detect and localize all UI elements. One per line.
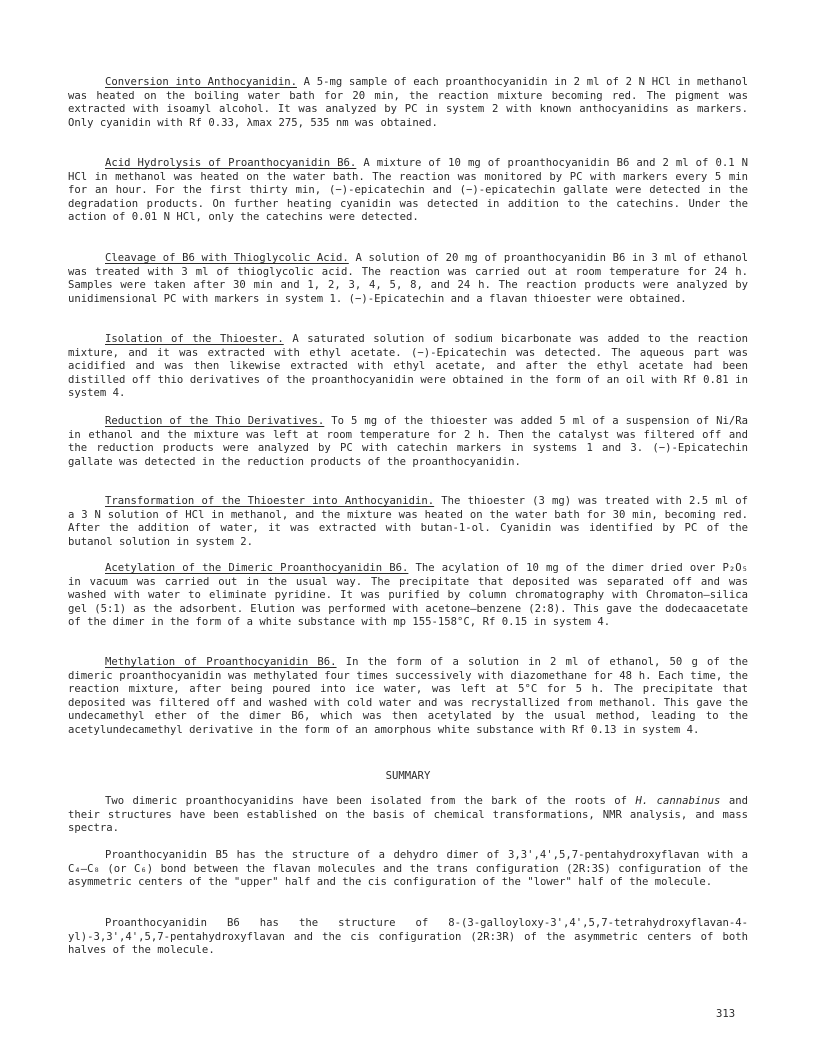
paragraph-acid-hydrolysis xyxy=(68,157,748,225)
summary-text: Two dimeric proanthocyanidins have been isolated from the bark of the roots of xyxy=(105,795,628,807)
summary-text: and their structures have been established on the basis of chemical transformations, NMR analysis, and mass spectra. xyxy=(68,795,749,834)
paragraph-text: To 5 mg of the thioester was added 5 ml of a suspension of Ni/Ra in ethanol and the mixture was left at room temperature for 2 h. Then the catalyst was filtered off and the reduction products were analyzed by PC with catechin markers in systems 1 and 3. (−)-Epicatechin gallate was detected in the reduction products of the proanthocyanidin. xyxy=(68,415,748,468)
paragraph-reduction-thio-derivatives xyxy=(68,415,748,469)
section-heading: Acetylation of the Dimeric Proanthocyanidin B6. xyxy=(105,562,409,574)
summary-paragraph-2 xyxy=(68,849,748,890)
paragraph-text: A 5-mg sample of each proanthocyanidin in 2 ml of 2 N HCl in methanol was heated on the boiling water bath for 20 min, the reaction mixture becoming red. The pigment was extracted with isoamyl alcohol. It was analyzed by PC in system 2 with known anthocyanidins as markers. Only cyanidin with Rf 0.33, λmax 275, 535 nm was obtained. xyxy=(68,76,748,129)
section-heading: Isolation of the Thioester. xyxy=(105,333,284,345)
paragraph-methylation xyxy=(68,656,748,737)
page-number: 313 xyxy=(716,1008,736,1020)
summary-paragraph-3 xyxy=(68,917,748,958)
paragraph-conversion-into-anthocyanidin xyxy=(68,76,748,130)
paragraph-text: A saturated solution of sodium bicarbonate was added to the reaction mixture, and it was extracted with ethyl acetate. (−)-Epicatechin was detected. The aqueous part was acidified and was then likewise extracted with ethyl acetate, and after the ethyl acetate had been distilled off thio derivatives of the proanthocyanidin were obtained in the form of an oil with Rf 0.81 in system 4. xyxy=(68,333,748,399)
paragraph-transformation-thioester xyxy=(68,495,748,549)
section-heading: Conversion into Anthocyanidin. xyxy=(105,76,297,88)
paragraph-cleavage-thioglycolic xyxy=(68,252,748,306)
summary-heading: SUMMARY xyxy=(385,770,431,782)
paragraph-text: A mixture of 10 mg of proanthocyanidin B6 and 2 ml of 0.1 N HCl in methanol was heated on the water bath. The reaction was monitored by PC with markers every 5 min for an hour. For the first thirty min, (−)-epicatechin and (−)-epicatechin gallate were detected in the degradation products. On further heating cyanidin was detected in addition to the catechins. Under the action of 0.01 N HCl, only the catechins were detected. xyxy=(68,157,748,223)
paragraph-text: The acylation of 10 mg of the dimer dried over P₂O₅ in vacuum was carried out in the usual way. The precipitate that deposited was separated off and was washed with water to eliminate pyridine. It was purified by column chromatography with Chromaton–silica gel (5:1) as the adsorbent. Elution was performed with acetone–benzene (2:8). This gave the dodecaacetate of the dimer in the form of a white substance with mp 155-158°C, Rf 0.15 in system 4. xyxy=(68,562,749,628)
section-heading: Acid Hydrolysis of Proanthocyanidin B6. xyxy=(105,157,357,169)
paragraph-isolation-thioester xyxy=(68,333,748,401)
section-heading: Transformation of the Thioester into Anthocyanidin. xyxy=(105,495,435,507)
summary-text: Proanthocyanidin B6 has the structure of 8-(3-galloyloxy-3',4',5,7-tetrahydroxyflavan-4-yl)-3,3',4',5,7-pentahydroxyflavan and the cis configuration (2R:3R) of the asymmetric centers of both halves of the molecule. xyxy=(68,917,748,956)
paragraph-text: A solution of 20 mg of proanthocyanidin B6 in 3 ml of ethanol was treated with 3 ml of thioglycolic acid. The reaction was carried out at room temperature for 24 h. Samples were taken after 30 min and 1, 2, 3, 4, 5, 8, and 24 h. The reaction products were analyzed by unidimensional PC with markers in system 1. (−)-Epicatechin and a flavan thioester were obtained. xyxy=(68,252,748,305)
species-name: H. cannabinus xyxy=(635,795,721,807)
section-heading: Reduction of the Thio Derivatives. xyxy=(105,415,325,427)
summary-text: Proanthocyanidin B5 has the structure of a dehydro dimer of 3,3',4',5,7-pentahydroxyflavan with a C₄–C₈ (or C₆) bond between the flavan molecules and the trans configuration (2R:3S) configuration of the asymmetric centers of the "upper" half and the cis configuration of the "lower" half of the molecule. xyxy=(68,849,748,888)
section-heading: Cleavage of B6 with Thioglycolic Acid. xyxy=(105,252,349,264)
summary-paragraph-1 xyxy=(68,795,748,836)
paragraph-text: The thioester (3 mg) was treated with 2.5 ml of a 3 N solution of HCl in methanol, and the mixture was heated on the water bath for 30 min, becoming red. After the addition of water, it was extracted with butan-1-ol. Cyanidin was identified by PC of the butanol solution in system 2. xyxy=(68,495,748,548)
paragraph-text: In the form of a solution in 2 ml of ethanol, 50 g of the dimeric proanthocyanidin was methylated four times successively with diazomethane for 48 h. Each time, the reaction mixture, after being poured into ice water, was left at 5°C for 5 h. The precipitate that deposited was filtered off and washed with cold water and was recrystallized from methanol. This gave the undecamethyl ether of the dimer B6, which was then acetylated by the usual method, leading to the acetylundecamethyl derivative in the form of an amorphous white substance with Rf 0.13 in system 4. xyxy=(68,656,749,736)
section-heading: Methylation of Proanthocyanidin B6. xyxy=(105,656,337,668)
paragraph-acetylation xyxy=(68,562,748,630)
